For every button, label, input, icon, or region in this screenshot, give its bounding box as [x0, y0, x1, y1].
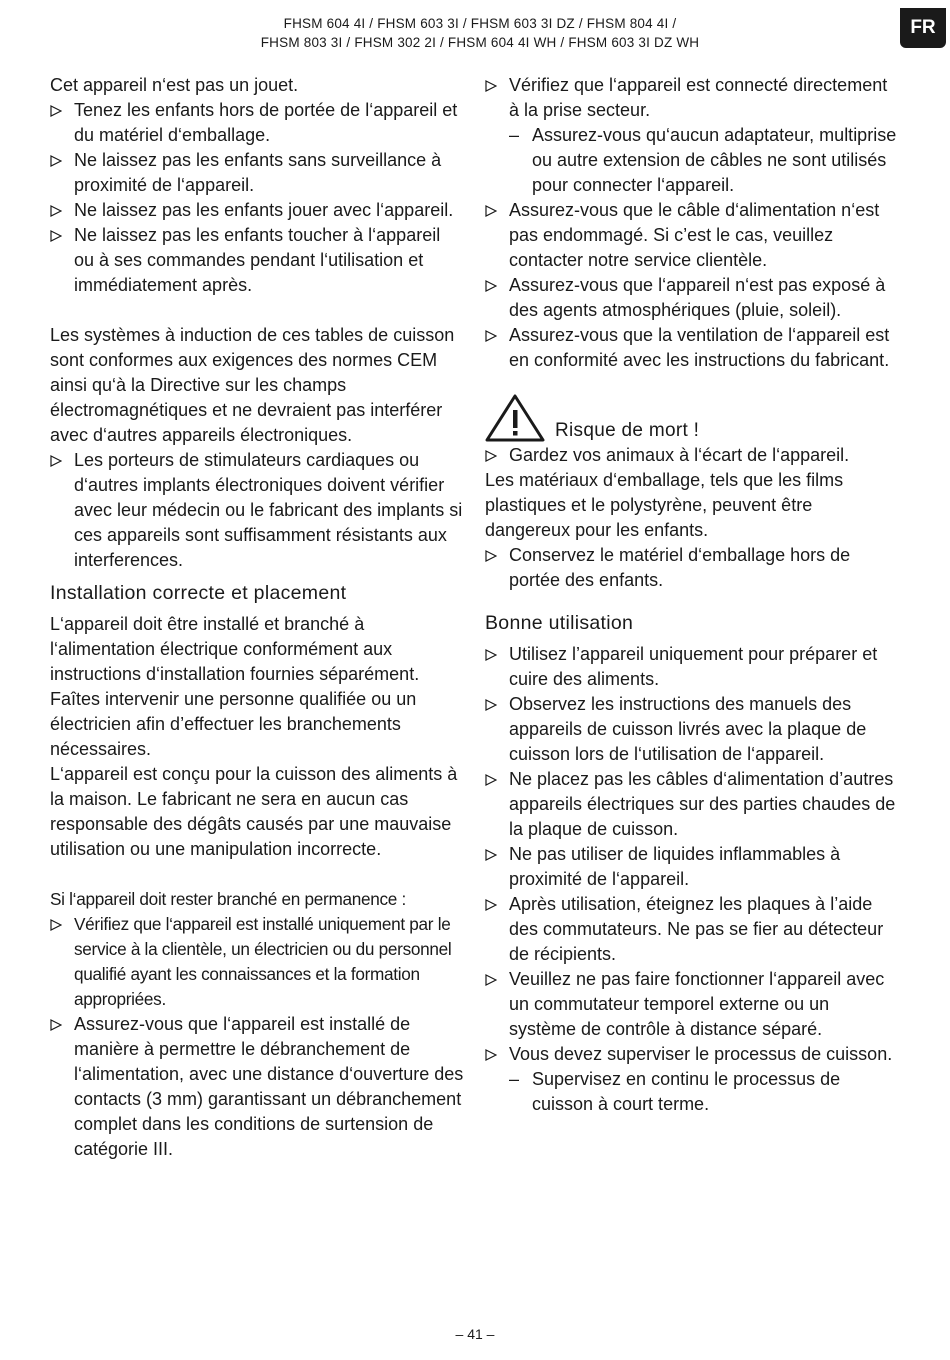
- list-item: [485, 73, 900, 123]
- list-item: [485, 767, 900, 842]
- list-item-text: Ne pas utiliser de liquides inflammables à proximité de l‘appareil.: [509, 844, 841, 889]
- toy-warning: Cet appareil n‘est pas un jouet.: [50, 75, 299, 95]
- sub-list-item: [485, 1067, 900, 1117]
- bullet-triangle-icon: [485, 550, 497, 562]
- warning-triangle-icon: [485, 393, 551, 443]
- permanent-connection-intro: Si l‘appareil doit rester branché en permanence :: [50, 889, 406, 909]
- bullet-triangle-icon: [485, 205, 497, 217]
- bullet-triangle-icon: [485, 699, 497, 711]
- sub-list-item-text: Supervisez en continu le processus de cuisson à court terme.: [532, 1069, 841, 1114]
- list-item-text: Assurez-vous que la ventilation de l‘appareil est en conformité avec les instructions du fabricant.: [509, 325, 890, 370]
- installation-paragraph: L‘appareil doit être installé et branché à l‘alimentation électrique conformément aux instructions d‘installation fournies séparément. Faîtes intervenir une personne qualifiée ou un électricien afin d’effectuer les branchements nécessaires.: [50, 614, 420, 759]
- list-item: [50, 448, 465, 573]
- bullet-triangle-icon: [485, 899, 497, 911]
- list-item: [485, 273, 900, 323]
- list-item-text: Assurez-vous que l‘appareil est installé de manière à permettre le débranchement de l‘alimentation, avec une distance d‘ouverture des contacts (3 mm) garantissant un débranchement complet dans les conditions de surtension de catégorie III.: [74, 1014, 464, 1159]
- bullet-triangle-icon: [50, 105, 62, 117]
- page-header: [200, 14, 760, 52]
- list-item: [485, 967, 900, 1042]
- list-item: [50, 223, 465, 298]
- intended-use-paragraph: L‘appareil est conçu pour la cuisson des aliments à la maison. Le fabricant ne sera en aucun cas responsable des dégâts causés par une mauvaise utilisation ou une manipulation incorrecte.: [50, 764, 458, 859]
- bullet-triangle-icon: [485, 649, 497, 661]
- bullet-triangle-icon: [485, 849, 497, 861]
- sub-list-item: [485, 123, 900, 198]
- list-item: [485, 543, 900, 593]
- bullet-triangle-icon: [485, 330, 497, 342]
- list-item-text: Utilisez l’appareil uniquement pour préparer et cuire des aliments.: [509, 644, 878, 689]
- model-list-line-2: FHSM 803 3I / FHSM 302 2I / FHSM 604 4I WH / FHSM 603 3I DZ WH: [260, 35, 700, 50]
- bullet-triangle-icon: [50, 205, 62, 217]
- bullet-triangle-icon: [50, 1019, 62, 1031]
- section-heading-usage: Bonne utilisation: [485, 612, 634, 634]
- bullet-triangle-icon: [485, 774, 497, 786]
- list-item-text: Ne laissez pas les enfants jouer avec l‘appareil.: [74, 200, 454, 220]
- dash-bullet: –: [509, 1069, 520, 1089]
- list-item-text: Ne placez pas les câbles d‘alimentation d’autres appareils électriques sur des parties chaudes de la plaque de cuisson.: [509, 769, 896, 839]
- dash-bullet: –: [509, 125, 520, 145]
- bullet-triangle-icon: [485, 450, 497, 462]
- model-list-line-1: FHSM 604 4I / FHSM 603 3I / FHSM 603 3I DZ / FHSM 804 4I /: [283, 16, 677, 31]
- list-item: [485, 692, 900, 767]
- section-heading-installation: Installation correcte et placement: [50, 582, 347, 604]
- list-item: [485, 198, 900, 273]
- list-item-text: Assurez-vous que le câble d‘alimentation n‘est pas endommagé. Si c’est le cas, veuillez contacter notre service clientèle.: [509, 200, 880, 270]
- list-item: [485, 443, 900, 468]
- bullet-triangle-icon: [485, 80, 497, 92]
- list-item-text: Observez les instructions des manuels des appareils de cuisson livrés avec la plaque de cuisson lors de l‘utilisation de l‘appareil.: [509, 694, 867, 764]
- bullet-triangle-icon: [485, 1049, 497, 1061]
- language-badge: FR: [900, 8, 946, 48]
- list-item-text: Les porteurs de stimulateurs cardiaques ou d‘autres implants électroniques doivent vérifier avec leur médecin ou le fabricant des implants si ces appareils sont suffisamment résistants aux interferences.: [74, 450, 463, 570]
- warning-heading: [485, 393, 900, 443]
- list-item: [485, 1042, 900, 1067]
- list-item-text: Ne laissez pas les enfants toucher à l‘appareil ou à ses commandes pendant l‘utilisation et immédiatement après.: [74, 225, 441, 295]
- bullet-triangle-icon: [50, 455, 62, 467]
- list-item: [50, 148, 465, 198]
- emc-paragraph: Les systèmes à induction de ces tables de cuisson sont conformes aux exigences des normes CEM ainsi qu‘à la Directive sur les champs électromagnétiques et ne devraient pas interférer avec d‘autres appareils électroniques.: [50, 325, 455, 445]
- bullet-triangle-icon: [485, 280, 497, 292]
- left-column: [50, 73, 465, 1162]
- list-item-text: Après utilisation, éteignez les plaques à l’aide des commutateurs. Ne pas se fier au détecteur de récipients.: [509, 894, 884, 964]
- list-item-text: Tenez les enfants hors de portée de l‘appareil et du matériel d‘emballage.: [74, 100, 458, 145]
- list-item: [485, 842, 900, 892]
- list-item: [485, 642, 900, 692]
- list-item: [50, 1012, 465, 1162]
- list-item: [50, 198, 465, 223]
- bullet-triangle-icon: [50, 155, 62, 167]
- right-column: [485, 73, 900, 1117]
- list-item-text: Conservez le matériel d‘emballage hors de portée des enfants.: [509, 545, 851, 590]
- list-item-text: Vérifiez que l‘appareil est installé uniquement par le service à la clientèle, un électricien ou du personnel qualifié ayant les connaissances et la formation appropriées.: [74, 914, 452, 1009]
- list-item: [485, 892, 900, 967]
- list-item-text: Ne laissez pas les enfants sans surveillance à proximité de l‘appareil.: [74, 150, 442, 195]
- bullet-triangle-icon: [50, 230, 62, 242]
- sub-list-item-text: Assurez-vous qu‘aucun adaptateur, multiprise ou autre extension de câbles ne sont utilisés pour connecter l‘appareil.: [532, 125, 897, 195]
- page-number: – 41 –: [455, 1326, 495, 1342]
- bullet-triangle-icon: [50, 919, 62, 931]
- bullet-triangle-icon: [485, 974, 497, 986]
- list-item: [50, 912, 465, 1012]
- list-item-text: Vous devez superviser le processus de cuisson.: [509, 1044, 893, 1064]
- warning-title: Risque de mort !: [555, 420, 700, 441]
- list-item-text: Vérifiez que l‘appareil est connecté directement à la prise secteur.: [509, 75, 888, 120]
- list-item-text: Assurez-vous que l‘appareil n‘est pas exposé à des agents atmosphériques (pluie, soleil).: [509, 275, 886, 320]
- list-item: [485, 323, 900, 373]
- list-item: [50, 98, 465, 148]
- packaging-paragraph: Les matériaux d‘emballage, tels que les films plastiques et le polystyrène, peuvent être dangereux pour les enfants.: [485, 470, 844, 540]
- list-item-text: Veuillez ne pas faire fonctionner l‘appareil avec un commutateur temporel externe ou un système de contrôle à distance séparé.: [509, 969, 885, 1039]
- list-item-text: Gardez vos animaux à l‘écart de l‘appareil.: [509, 445, 850, 465]
